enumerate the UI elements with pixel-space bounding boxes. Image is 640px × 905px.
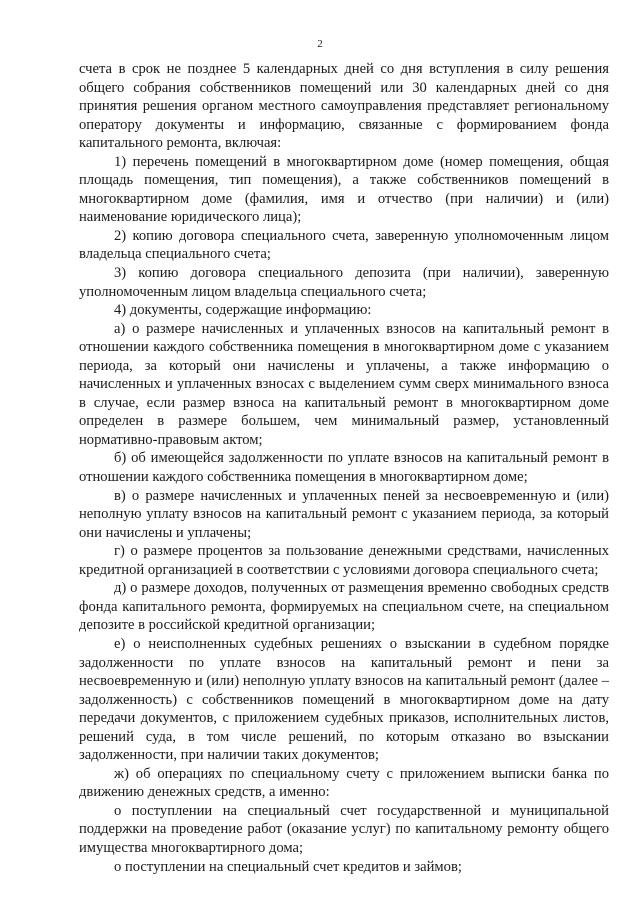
paragraph-intro-continuation: счета в срок не позднее 5 календарных дней со дня вступления в силу решения общего собрания собственников помещений или 30 календарных дней со дня принятия решения органом местного самоуправления представляет региональному оператору документы и информацию, связанные с формированием фонда капитального ремонта, включая: (79, 61, 609, 152)
paragraph-item-1: 1) перечень помещений в многоквартирном доме (номер помещения, общая площадь помещения, тип помещения), а также собственников помещений в многоквартирном доме (фамилия, имя и отчество (при наличии) и (или) наименование юридического лица); (79, 153, 609, 226)
paragraph-operation-credits-loans: о поступлении на специальный счет кредитов и займов; (114, 858, 462, 875)
paragraph-subitem-d: д) о размере доходов, полученных от размещения временно свободных средств фонда капитального ремонта, формируемых на специальном счете, на специальном депозите в российской кредитной организации; (79, 580, 609, 634)
paragraph-item-2: 2) копию договора специального счета, заверенную уполномоченным лицом владельца специального счета; (79, 227, 609, 263)
paragraph-subitem-zh: ж) об операциях по специальному счету с приложением выписки банка по движению денежных средств, а именно: (79, 765, 609, 801)
document-body (79, 60, 609, 876)
page-number: 2 (317, 38, 323, 50)
paragraph-item-4: 4) документы, содержащие информацию: (114, 302, 372, 319)
paragraph-subitem-b: б) об имеющейся задолженности по уплате взносов на капитальный ремонт в отношении каждого собственника помещения в многоквартирном доме; (79, 450, 609, 486)
paragraph-operation-state-support: о поступлении на специальный счет государственной и муниципальной поддержки на проведение работ (оказание услуг) по капитальному ремонту общего имущества многоквартирного дома; (79, 802, 609, 856)
paragraph-subitem-g: г) о размере процентов за пользование денежными средствами, начисленных кредитной организацией в соответствии с условиями договора специального счета; (79, 543, 609, 578)
paragraph-subitem-e: е) о неисполненных судебных решениях о взыскании в судебном порядке задолженности по уплате взносов на капитальный ремонт и пени за несвоевременную и (или) неполную уплату взносов на капитальный ремонт (далее – задолженность) с собственников помещений в многоквартирном доме на дату передачи документов, с приложением судебных приказов, исполнительных листов, решений суда, в том числе решений, по которым отказано во взыскании задолженности, при наличии таких документов; (79, 635, 609, 764)
paragraph-subitem-a: а) о размере начисленных и уплаченных взносов на капитальный ремонт в отношении каждого собственника помещения в многоквартирном доме с указанием периода, за который они начислены и уплачены, а также информацию о начисленных и уплаченных взносах с выделением сумм сверх минимального взноса в случае, если размер взноса на капитальный ремонт в многоквартирном доме определен в размере большем, чем минимальный размер, установленный нормативно-правовым актом; (79, 320, 609, 448)
paragraph-subitem-v: в) о размере начисленных и уплаченных пеней за несвоевременную и (или) неполную уплату взносов на капитальный ремонт с указанием периода, за который они начислены и уплачены; (79, 487, 609, 541)
paragraph-item-3: 3) копию договора специального депозита (при наличии), заверенную уполномоченным лицом владельца специального счета; (79, 265, 609, 300)
